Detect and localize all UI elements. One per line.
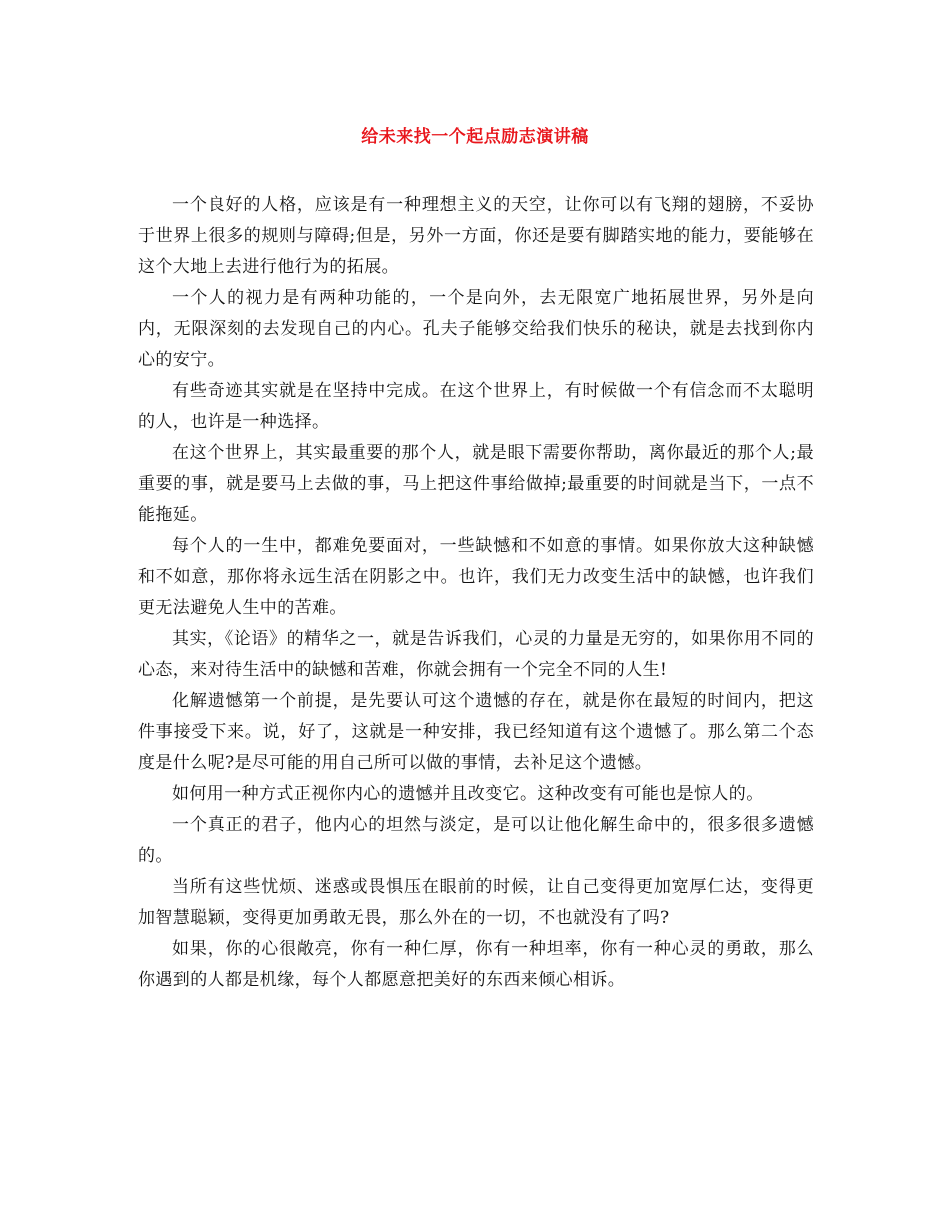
paragraph: 每个人的一生中，都难免要面对，一些缺憾和不如意的事情。如果你放大这种缺憾和不如意，那你将永远生活在阴影之中。也许，我们无力改变生活中的缺憾，也许我们更无法避免人生中的苦难。 — [138, 536, 814, 618]
paragraph: 一个良好的人格，应该是有一种理想主义的天空，让你可以有飞翔的翅膀，不妥协于世界上很多的规则与障碍;但是，另外一方面，你还是要有脚踏实地的能力，要能够在这个大地上去进行他行为的拓展。 — [138, 195, 814, 277]
document-body — [138, 190, 814, 996]
paragraph: 在这个世界上，其实最重要的那个人，就是眼下需要你帮助，离你最近的那个人;最重要的事，就是要马上去做的事，马上把这件事给做掉;最重要的时间就是当下，一点不能拖延。 — [138, 443, 814, 525]
paragraph: 如果，你的心很敞亮，你有一种仁厚，你有一种坦率，你有一种心灵的勇敢，那么你遇到的人都是机缘，每个人都愿意把美好的东西来倾心相诉。 — [138, 939, 814, 990]
paragraph: 其实，《论语》的精华之一，就是告诉我们，心灵的力量是无穷的，如果你用不同的心态，来对待生活中的缺憾和苦难，你就会拥有一个完全不同的人生! — [138, 629, 814, 680]
paragraph: 一个真正的君子，他内心的坦然与淡定，是可以让他化解生命中的，很多很多遗憾的。 — [138, 815, 814, 866]
paragraph: 如何用一种方式正视你内心的遗憾并且改变它。这种改变有可能也是惊人的。 — [172, 784, 764, 804]
paragraph: 化解遗憾第一个前提，是先要认可这个遗憾的存在，就是你在最短的时间内，把这件事接受下来。说，好了，这就是一种安排，我已经知道有这个遗憾了。那么第二个态度是什么呢?是尽可能的用自己所可以做的事情，去补足这个遗憾。 — [138, 691, 814, 773]
paragraph: 当所有这些忧烦、迷惑或畏惧压在眼前的时候，让自己变得更加宽厚仁达，变得更加智慧聪颖，变得更加勇敢无畏，那么外在的一切，不也就没有了吗? — [138, 877, 814, 928]
paragraph: 一个人的视力是有两种功能的，一个是向外，去无限宽广地拓展世界，另外是向内，无限深刻的去发现自己的内心。孔夫子能够交给我们快乐的秘诀，就是去找到你内心的安宁。 — [138, 288, 814, 370]
document-title: 给未来找一个起点励志演讲稿 — [361, 127, 589, 147]
paragraph: 有些奇迹其实就是在坚持中完成。在这个世界上，有时候做一个有信念而不太聪明的人，也许是一种选择。 — [138, 381, 814, 432]
